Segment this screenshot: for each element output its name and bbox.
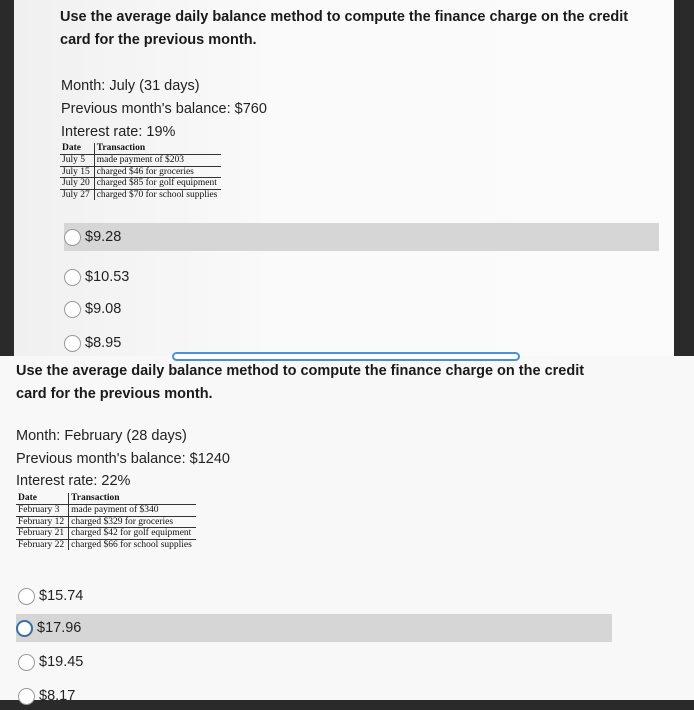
question-2-option-2[interactable] [16, 614, 612, 642]
radio-button[interactable] [18, 688, 35, 705]
question-2-prompt [16, 360, 584, 406]
table-cell-date: July 27 [60, 189, 94, 200]
question-1-option-1[interactable] [64, 223, 659, 251]
option-label: $17.96 [37, 620, 82, 636]
table-cell-transaction: charged $70 for school supplies [94, 189, 221, 200]
option-label: $9.08 [85, 301, 122, 317]
table-header-date: Date [60, 143, 94, 155]
option-label: $9.28 [85, 229, 122, 245]
table-header-date: Date [16, 493, 69, 505]
question-1-option-2[interactable] [64, 263, 264, 291]
question-2-option-1[interactable] [18, 582, 218, 610]
table-cell-transaction: charged $85 for golf equipment [94, 178, 221, 190]
radio-button[interactable] [64, 301, 81, 318]
table-cell-date: February 21 [16, 528, 69, 540]
scrollbar-handle[interactable] [172, 352, 520, 361]
question-1-month: Month: July (31 days) [61, 78, 200, 94]
table-cell-date: July 20 [60, 178, 94, 190]
option-label: $10.53 [85, 269, 130, 285]
table-cell-transaction: charged $46 for groceries [94, 166, 221, 178]
radio-button[interactable] [64, 335, 81, 352]
question-2-option-4[interactable] [18, 682, 218, 710]
table-cell-transaction: made payment of $203 [94, 155, 221, 167]
option-label: $19.45 [39, 654, 84, 670]
question-1-option-3[interactable] [64, 295, 264, 323]
option-label: $15.74 [39, 588, 84, 604]
table-row [60, 189, 221, 200]
question-1-transaction-table [60, 143, 221, 200]
question-1-balance: Previous month's balance: $760 [61, 101, 267, 117]
table-row [60, 166, 221, 178]
question-2-option-3[interactable] [18, 648, 218, 676]
question-2-month: Month: February (28 days) [16, 428, 187, 444]
radio-button[interactable] [64, 229, 81, 246]
question-1-prompt [60, 6, 628, 52]
question-2-prompt-line-2: card for the previous month. [16, 386, 213, 402]
option-label: $8.95 [85, 335, 122, 351]
table-header-row [16, 493, 196, 505]
radio-button[interactable] [18, 588, 35, 605]
radio-button[interactable] [16, 620, 33, 637]
table-header-row [60, 143, 221, 155]
table-row [60, 155, 221, 167]
question-2-transaction-table [16, 493, 196, 550]
table-row [16, 505, 196, 517]
question-2-panel [0, 356, 694, 704]
radio-button[interactable] [18, 654, 35, 671]
option-label: $8.17 [39, 688, 76, 704]
table-cell-date: February 3 [16, 505, 69, 517]
table-row [60, 178, 221, 190]
radio-button[interactable] [64, 269, 81, 286]
table-header-transaction: Transaction [71, 493, 120, 503]
table-cell-transaction: charged $66 for school supplies [69, 539, 196, 550]
question-2-rate: Interest rate: 22% [16, 473, 131, 489]
question-1-prompt-line-2: card for the previous month. [60, 32, 257, 48]
question-1-prompt-line-1: Use the average daily balance method to compute the finance charge on the credit [60, 9, 629, 25]
table-header-transaction: Transaction [96, 143, 146, 153]
question-2-prompt-line-1: Use the average daily balance method to compute the finance charge on the credit [16, 363, 585, 379]
table-cell-date: February 22 [16, 539, 69, 550]
table-cell-transaction: charged $42 for golf equipment [69, 528, 196, 540]
question-1-panel [14, 0, 674, 356]
table-row [16, 539, 196, 550]
table-cell-date: July 5 [60, 155, 94, 167]
table-row [16, 528, 196, 540]
table-cell-transaction: made payment of $340 [69, 505, 196, 517]
table-cell-transaction: charged $329 for groceries [69, 516, 196, 528]
table-row [16, 516, 196, 528]
table-cell-date: February 12 [16, 516, 69, 528]
question-1-rate: Interest rate: 19% [61, 124, 176, 140]
table-cell-date: July 15 [60, 166, 94, 178]
question-2-balance: Previous month's balance: $1240 [16, 451, 230, 467]
